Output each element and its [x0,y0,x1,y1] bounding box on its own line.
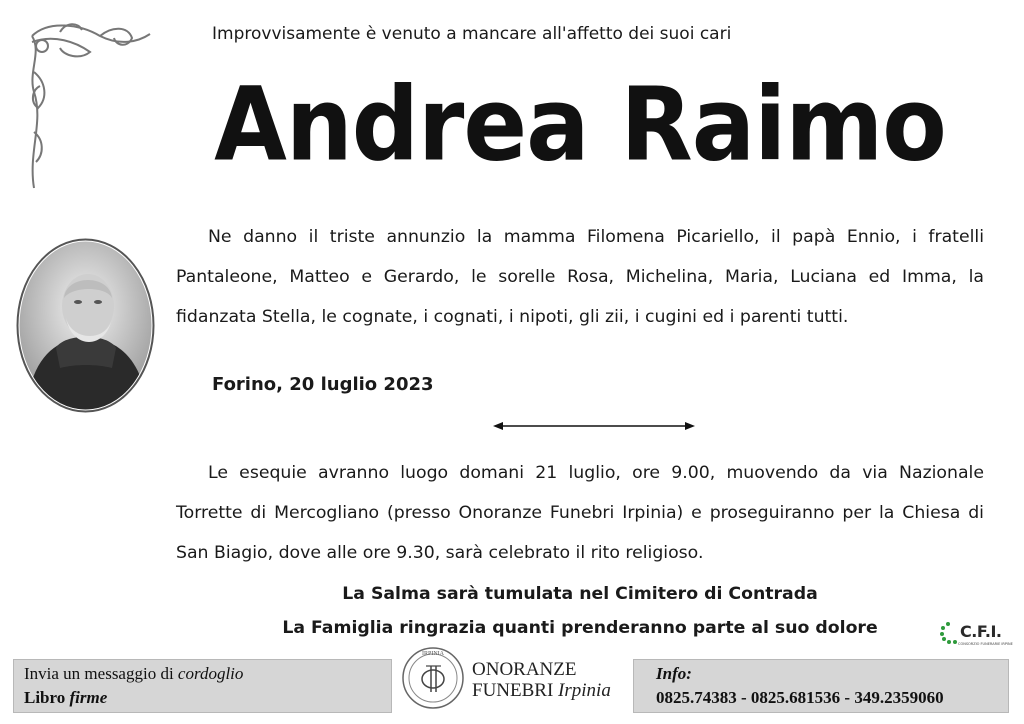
guestbook-link[interactable] [24,688,107,708]
condolence-prefix: Invia un messaggio di [24,664,178,683]
brand-line1: ONORANZE [472,659,577,680]
announcement-paragraph [176,217,984,337]
info-box [633,659,1009,713]
funeral-home-name [472,659,611,701]
guestbook-emphasis: firme [69,688,108,707]
phone-numbers[interactable]: 0825.74383 - 0825.681536 - 349.2359060 [656,688,944,707]
brand-line2-prefix: FUNEBRI [472,680,559,701]
burial-line: La Salma sarà tumulata nel Cimitero di Contrada [342,584,818,604]
brand-line2 [472,680,611,701]
info-label: Info [656,664,687,683]
logo-top-text: IRPINIA [422,651,444,657]
deceased-name: Andrea Raimo [214,66,946,185]
funeral-home-logo [401,646,465,710]
intro-text: Improvvisamente è venuto a mancare all'affetto dei suoi cari [212,24,732,44]
double-arrow-divider [493,419,695,433]
cfi-text: C.F.I. [960,622,1002,641]
condolence-box[interactable] [13,659,392,713]
funeral-paragraph [176,453,984,573]
guestbook-prefix: Libro [24,688,70,707]
info-label-line [656,664,692,684]
funeral-text: Le esequie avranno luogo domani 21 luglio, ore 9.00, muovendo da via Nazionale Torrette di Mercogliano (presso Onoranze Funebri Irpinia) e proseguiranno per la Chiesa di San Biagio, dove alle ore 9.30, sarà celebrato il rito religioso. [176,463,984,563]
place-date: Forino, 20 luglio 2023 [212,374,434,395]
info-colon: : [686,664,692,683]
thanks-line: La Famiglia ringrazia quanti prenderanno parte al suo dolore [282,618,878,638]
cfi-logo [940,620,1013,650]
corner-ornament [20,12,160,190]
condolence-link[interactable] [24,664,243,684]
brand-line2-emphasis: Irpinia [558,680,611,701]
cfi-subtitle: CONSORZIO FUNERARIE IRPINE [958,642,1013,646]
announcement-text: Ne danno il triste annunzio la mamma Filomena Picariello, il papà Ennio, i fratelli Pantaleone, Matteo e Gerardo, le sorelle Rosa, Michelina, Maria, Luciana ed Imma, la fidanzata Stella, le cognate, i cognati, i nipoti, gli zii, i cugini ed i parenti tutti. [176,227,984,327]
condolence-emphasis: cordoglio [177,664,244,683]
portrait-photo [16,238,155,413]
